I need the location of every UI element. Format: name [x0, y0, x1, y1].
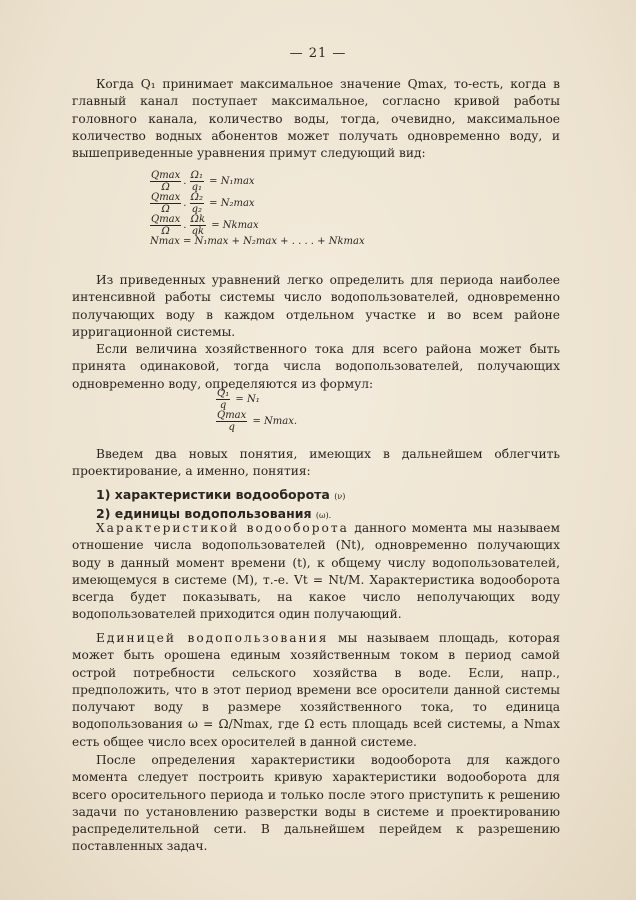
formula-line-3: $\frac{Qmax}{\Omega}$ . $\frac{\Omega k}{qk}$ = Nkmax: [151, 214, 259, 237]
formula-line-2: $\frac{Qmax}{\Omega}$ . $\frac{\text{Ω₂}}{\text{q₂}}$ = N₂max: [151, 192, 255, 215]
f1-l3-rhs: = Nkmax: [211, 220, 259, 231]
paragraph-7: [72, 752, 560, 856]
f2-a-den: q: [219, 400, 227, 411]
concept-item-2-label: 2) единицы водопользования: [96, 506, 312, 521]
f2-b-den: q: [228, 422, 235, 433]
formula-block-2: [216, 388, 297, 432]
formula-block-1: [150, 170, 365, 250]
concept-list: [96, 486, 345, 524]
f2-b-num: Qmax: [217, 410, 247, 421]
concept-item-1: [96, 486, 345, 505]
paragraph-3-text: Если величина хозяйственного тока для всего района может быть принята одинаковой, тогда числа водопользователей, получающих одновременно воду, определяются из формул:: [72, 342, 560, 391]
f1-l2-den2: q₂: [191, 204, 203, 215]
paragraph-4-text: Введем два новых понятия, имеющих в дальнейшем облегчить проектирование, а именно, понятия:: [72, 447, 560, 479]
f1-l2-rhs: = N₂max: [209, 198, 255, 209]
f2-b-rhs: = Nmax.: [252, 416, 298, 427]
f1-l3-den2: qk: [191, 226, 205, 237]
f1-l2-num2: Ω₂: [190, 192, 203, 203]
f1-l3-den: Ω: [161, 226, 170, 237]
concept-item-1-symbol: (ν): [334, 492, 346, 501]
paragraph-1: [72, 76, 560, 162]
formula-line-1: $\frac{Qmax}{\Omega}$ . $\frac{\text{Ω₁}}{\text{q₁}}$ = N₁max: [151, 170, 255, 193]
paragraph-7-text: После определения характеристики водооборота для каждого момента следует построить кривую характеристики водооборота для всего оросительного периода и только после этого приступить к решению задачи по установлению разверстки воды в системе и проектированию распределительной сети. В дальнейшем перейдем к разрешению поставленных задач.: [72, 753, 560, 854]
f1-l2-den: Ω: [161, 204, 170, 215]
f1-l3-num2: Ωk: [190, 214, 206, 225]
paragraph-2-text: Из приведенных уравнений легко определить для периода наиболее интенсивной работы системы число водопользователей, одновременно получающих воду в каждом отдельном участке и во всем районе ирригационной системы.: [72, 273, 560, 339]
paragraph-5-text: данного момента мы называем отношение числа водопользователей (Nt), одновременно получающих воду в данный момент времени (t), к общему числу водопользователей, имеющемуся в системе (M), т.-е. Vt = Nt/M. Характеристика водооборота всегда будет показывать, на какое число неполучающих воду водопользователей приходится один получающий.: [72, 521, 561, 622]
f1-l1-rhs: = N₁max: [209, 176, 255, 187]
concept-item-1-label: 1) характеристики водооборота: [96, 487, 330, 502]
formula2-line-2: [216, 410, 297, 432]
f1-l1-num2: Ω₁: [190, 170, 203, 181]
paragraph-4: [72, 446, 560, 481]
formula-line-4: Nmax = N₁max + N₂max + . . . . + Nkmax: [150, 236, 365, 247]
f1-l3-num: Qmax: [151, 214, 181, 225]
paragraph-1-text: Когда Q₁ принимает максимальное значение Qmax, то-есть, когда в главный канал поступает максимальное, согласно кривой работы головного канала, количество воды, тогда, очевидно, максимальное количество водных абонентов может получать одновременно воду, и вышеприведенные уравнения примут следующий вид:: [72, 77, 560, 161]
f1-l1-den: Ω: [161, 182, 170, 193]
paragraph-6-text: мы называем площадь, которая может быть орошена единым хозяйственным током в период самой острой потребности сельского хозяйства в воде. Если, напр., предположить, что в этот период времени все оросители данной системы получают воду в размере хозяйственного тока, то единица водопользования ω = Ω/Nmax, где Ω есть площадь всей системы, а Nmax есть общее число всех оросителей в данной системе.: [72, 631, 561, 749]
formula2-line-1: [216, 388, 297, 410]
f2-a-rhs: = N₁: [235, 394, 260, 405]
page-number: — 21 —: [289, 46, 347, 61]
term-unit: Единицей водопользования: [96, 631, 329, 645]
paragraph-2: [72, 272, 560, 393]
f2-a-num: Q₁: [217, 388, 230, 399]
concept-item-2-symbol: (ω).: [315, 511, 332, 520]
term-characteristic: Характеристикой водооборота: [96, 521, 349, 535]
paragraph-6: [72, 630, 560, 751]
f1-l2-num: Qmax: [151, 192, 181, 203]
paragraph-5: [72, 520, 560, 624]
f1-l1-num: Qmax: [151, 170, 181, 181]
f1-l1-den2: q₁: [191, 182, 203, 193]
